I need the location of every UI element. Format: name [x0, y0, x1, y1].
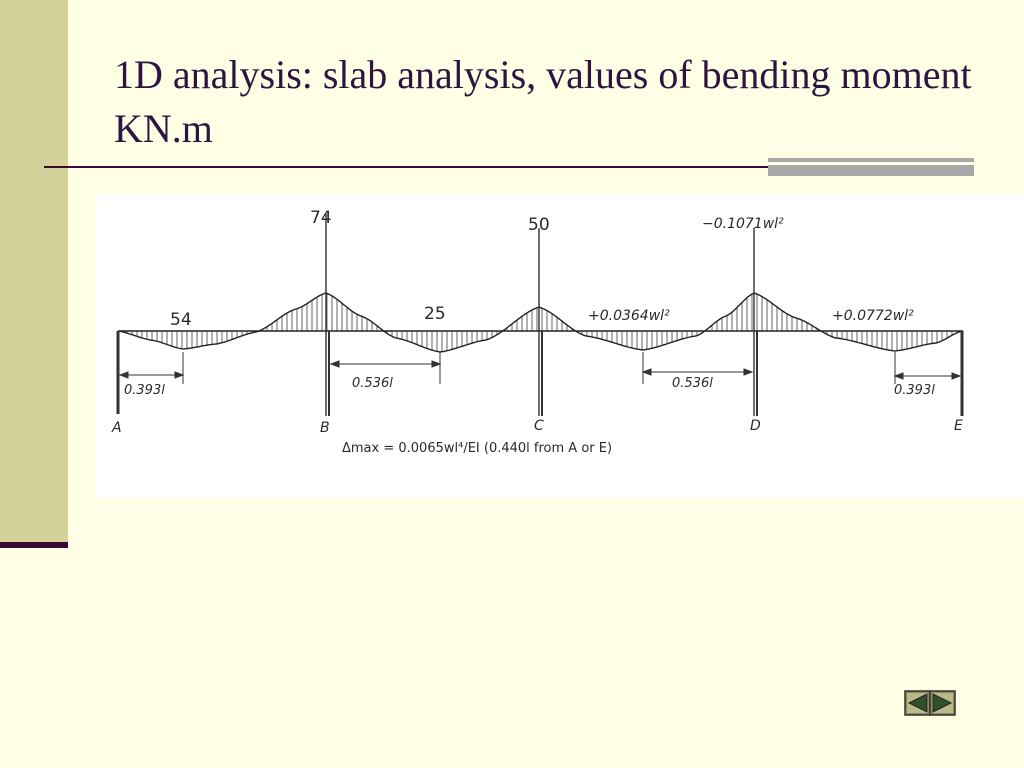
support-label-b: B — [320, 420, 330, 436]
dim-arrow-cd-left — [643, 369, 651, 375]
dim-arrow-bc-left — [331, 361, 339, 367]
support-label-c: C — [534, 418, 544, 434]
prev-slide-icon[interactable] — [905, 691, 930, 715]
bending-moment-diagram — [96, 194, 1024, 498]
moment-label-d: −0.1071wl² — [702, 216, 784, 232]
support-label-d: D — [750, 418, 761, 434]
dim-label-de: 0.393l — [894, 383, 935, 398]
slide-nav-svg — [904, 690, 956, 716]
slide-title: 1D analysis: slab analysis, values of bending moment KN.m — [114, 52, 972, 151]
support-label-a: A — [112, 420, 122, 436]
dim-arrow-de-right — [952, 373, 960, 379]
bending-moment-svg — [96, 194, 1024, 498]
deflection-note: Δmax = 0.0065wl⁴/EI (0.440l from A or E) — [342, 441, 613, 456]
dim-label-cd: 0.536l — [672, 376, 713, 391]
slide-navigation — [904, 690, 956, 716]
moment-label-b: 74 — [310, 208, 332, 228]
moment-label-cd: +0.0364wl² — [588, 308, 670, 324]
dim-label-ab: 0.393l — [124, 383, 165, 398]
moment-label-de: +0.0772wl² — [832, 308, 914, 324]
dim-arrow-de-left — [895, 373, 903, 379]
dim-arrow-bc-right — [432, 361, 440, 367]
moment-label-c: 50 — [528, 215, 550, 235]
dimension-lines — [120, 352, 960, 384]
next-slide-icon[interactable] — [930, 691, 955, 715]
dim-arrow-cd-right — [744, 369, 752, 375]
moment-label-ab: 54 — [170, 310, 192, 330]
moment-label-bc: 25 — [424, 304, 446, 324]
title-underline-gray — [768, 158, 974, 176]
dim-label-bc: 0.536l — [352, 376, 393, 391]
left-decor-bar — [0, 0, 68, 548]
dim-arrow-ab-right — [175, 372, 183, 378]
support-label-e: E — [954, 418, 963, 434]
title-underline — [44, 166, 770, 168]
dim-arrow-ab-left — [120, 372, 128, 378]
left-decor-accent — [0, 542, 68, 548]
